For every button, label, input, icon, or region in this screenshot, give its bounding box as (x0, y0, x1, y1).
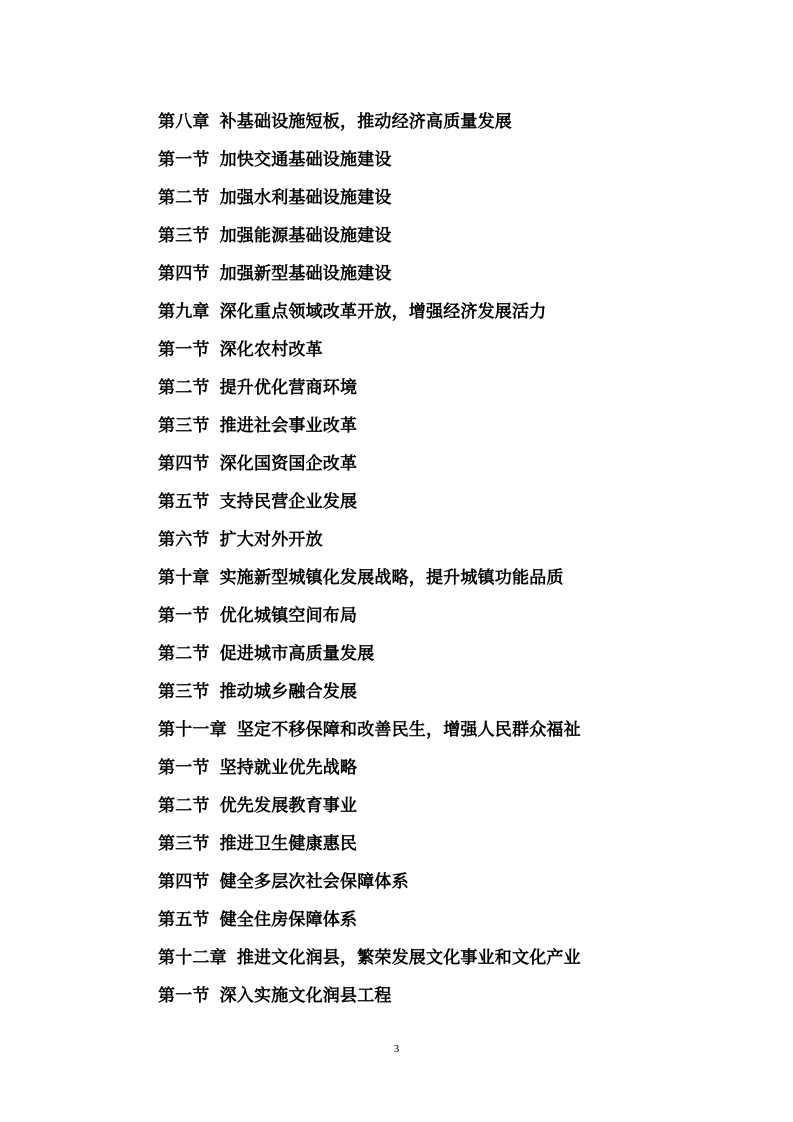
toc-entry (158, 597, 758, 635)
toc-entry (158, 521, 758, 559)
toc-entry-title: 深化国资国企改革 (219, 454, 358, 474)
toc-entry-title: 优化城镇空间布局 (219, 606, 358, 626)
toc-entry-number: 第九章 (158, 302, 210, 322)
toc-entry (158, 559, 758, 597)
toc-entry-number: 第四节 (158, 872, 210, 892)
toc-entry (158, 103, 758, 141)
toc-entry (158, 407, 758, 445)
toc-entry (158, 977, 758, 1015)
toc-entry-number: 第五节 (158, 492, 210, 512)
toc-entry-title: 支持民营企业发展 (219, 492, 358, 512)
toc-entry-title: 坚定不移保障和改善民生，增强人民群众福祉 (236, 720, 581, 740)
toc-entry-title: 加强水利基础设施建设 (219, 188, 392, 208)
toc-entry-number: 第一节 (158, 340, 210, 360)
toc-entry (158, 141, 758, 179)
toc-entry-number: 第六节 (158, 530, 210, 550)
toc-entry-number: 第一节 (158, 606, 210, 626)
toc-entry-number: 第三节 (158, 226, 210, 246)
toc-entry (158, 673, 758, 711)
toc-entry-title: 加强能源基础设施建设 (219, 226, 392, 246)
toc-entry-number: 第二节 (158, 644, 210, 664)
toc-entry (158, 939, 758, 977)
toc-entry (158, 711, 758, 749)
page-number: 3 (393, 1043, 400, 1055)
toc-entry-title: 促进城市高质量发展 (219, 644, 375, 664)
toc-entry-number: 第二节 (158, 796, 210, 816)
toc-entry-number: 第四节 (158, 454, 210, 474)
toc-entry (158, 635, 758, 673)
toc-entry-title: 健全住房保障体系 (219, 910, 358, 930)
toc-entry-number: 第一节 (158, 986, 210, 1006)
toc-entry-title: 扩大对外开放 (219, 530, 323, 550)
toc-entry-number: 第五节 (158, 910, 210, 930)
toc-entry-number: 第三节 (158, 834, 210, 854)
toc-entry-number: 第三节 (158, 682, 210, 702)
toc-entry (158, 825, 758, 863)
toc-entry-number: 第八章 (158, 112, 210, 132)
toc-entry (158, 293, 758, 331)
toc-entry (158, 863, 758, 901)
toc-entry-title: 推进卫生健康惠民 (219, 834, 358, 854)
toc-entry-title: 提升优化营商环境 (219, 378, 358, 398)
toc-entry (158, 749, 758, 787)
toc-entry-title: 推进文化润县，繁荣发展文化事业和文化产业 (236, 948, 581, 968)
toc-entry-title: 深化重点领域改革开放，增强经济发展活力 (219, 302, 547, 322)
toc-entry-number: 第三节 (158, 416, 210, 436)
toc-entry (158, 179, 758, 217)
toc-entry-number: 第十一章 (158, 720, 227, 740)
toc-entry-title: 优先发展教育事业 (219, 796, 358, 816)
toc-entry (158, 445, 758, 483)
toc-entry-title: 深入实施文化润县工程 (219, 986, 392, 1006)
toc-entry (158, 787, 758, 825)
toc-entry-number: 第二节 (158, 188, 210, 208)
toc-entry-number: 第二节 (158, 378, 210, 398)
toc-entry-title: 补基础设施短板，推动经济高质量发展 (219, 112, 513, 132)
toc-entry-title: 加强新型基础设施建设 (219, 264, 392, 284)
toc-entry-title: 推动城乡融合发展 (219, 682, 358, 702)
toc-entry (158, 483, 758, 521)
toc-entry-number: 第一节 (158, 758, 210, 778)
toc-entry (158, 369, 758, 407)
toc-entry-title: 坚持就业优先战略 (219, 758, 358, 778)
toc-entry (158, 217, 758, 255)
toc-entry-title: 健全多层次社会保障体系 (219, 872, 409, 892)
toc-entry-title: 深化农村改革 (219, 340, 323, 360)
toc-entry (158, 331, 758, 369)
toc-entry-title: 推进社会事业改革 (219, 416, 358, 436)
toc-entry-number: 第十二章 (158, 948, 227, 968)
toc-entry-number: 第四节 (158, 264, 210, 284)
toc-entry (158, 901, 758, 939)
toc-entry-number: 第十章 (158, 568, 210, 588)
toc-entry-number: 第一节 (158, 150, 210, 170)
toc-entry-title: 实施新型城镇化发展战略，提升城镇功能品质 (219, 568, 564, 588)
toc-entry (158, 255, 758, 293)
table-of-contents (158, 103, 758, 1015)
toc-entry-title: 加快交通基础设施建设 (219, 150, 392, 170)
